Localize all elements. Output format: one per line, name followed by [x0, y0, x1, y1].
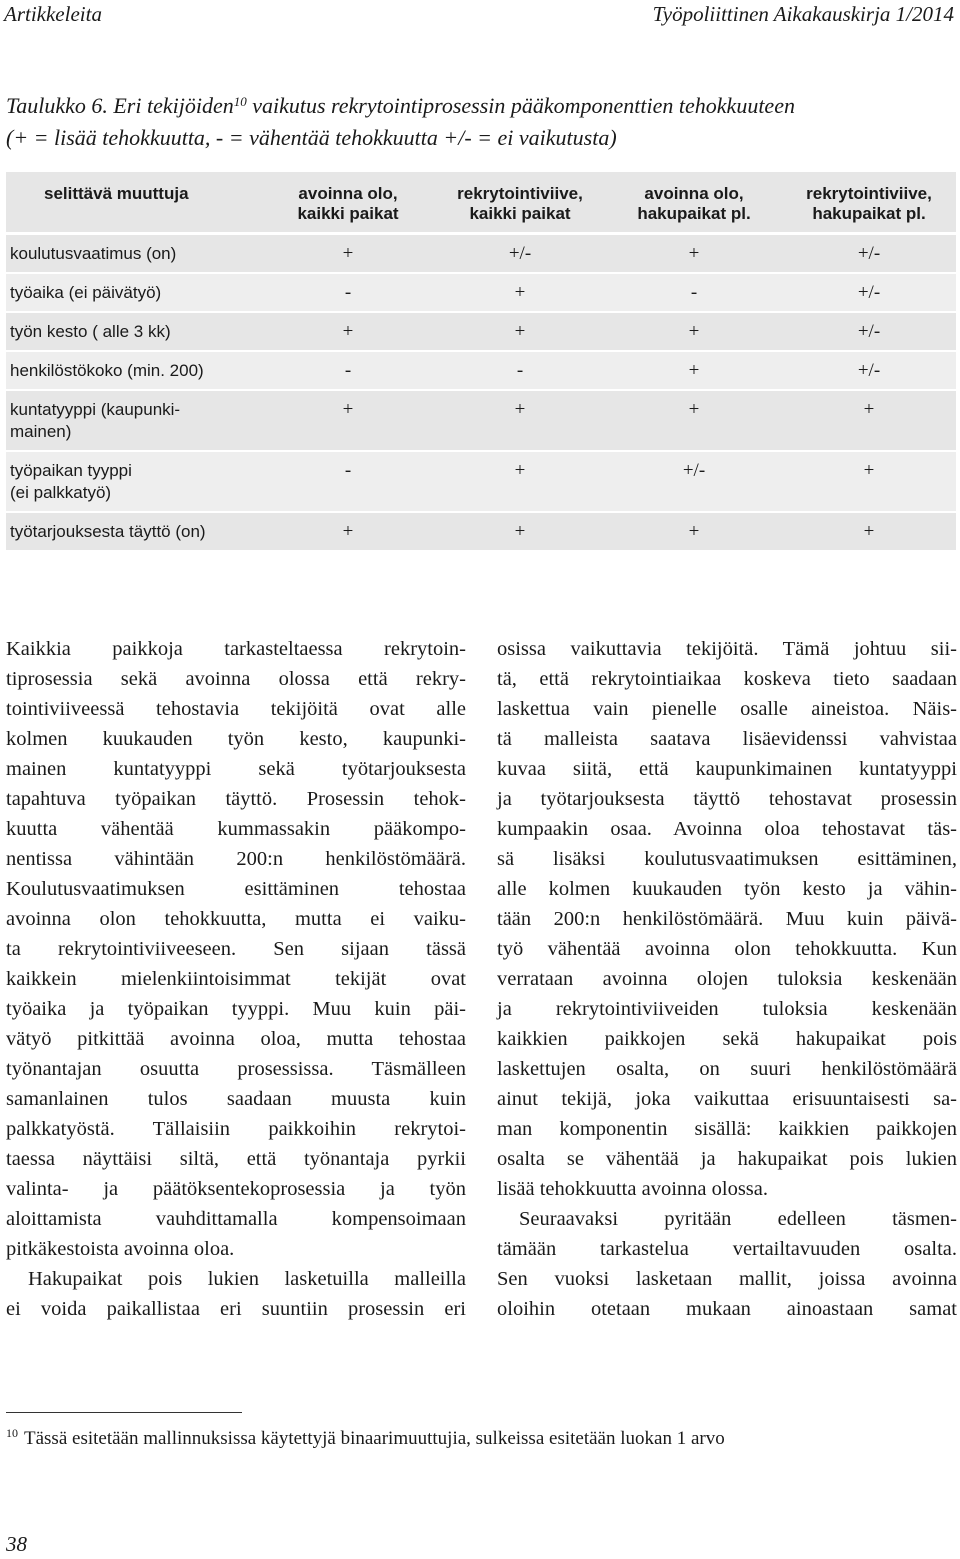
text-line: sä lisäksi koulutusvaatimuksen esittäminen,	[497, 848, 957, 870]
table-cell: +/-	[606, 451, 782, 512]
table-cell: +	[782, 451, 956, 512]
text-line: taessa näyttäisi siltä, että työnantaja pyrkii	[6, 1148, 466, 1170]
text-line: samanlainen tulos saadaan muusta kuin	[6, 1088, 466, 1110]
header-open-excl: avoinna olo, hakupaikat pl.	[606, 172, 782, 234]
table-caption	[6, 90, 956, 154]
table-row	[6, 390, 956, 451]
text-line: ainut tekijä, joka vaikuttaa erisuuntaisesti sa-	[497, 1088, 957, 1110]
text-line: Kaikkia paikkoja tarkasteltaessa rekrytoin-	[6, 638, 466, 660]
text-line: kaikkein mielenkiintoisimmat tekijät ovat	[6, 968, 466, 990]
caption-line-2: (+ = lisää tehokkuutta, - = vähentää tehokkuutta +/- = ei vaikutusta)	[6, 125, 617, 150]
body-column-left	[6, 634, 466, 1324]
text-line: palkkatyöstä. Tällaisiin paikkoihin rekrytoi-	[6, 1118, 466, 1140]
table-cell: +/-	[782, 312, 956, 351]
text-line: Sen vuoksi lasketaan mallit, joissa avoinna	[497, 1268, 957, 1290]
text-line: tiprosessia sekä avoinna olossa että rekry-	[6, 668, 466, 690]
footnote-divider	[6, 1412, 242, 1413]
table-cell: +	[606, 512, 782, 550]
text-line: man komponentin sisällä: kaikkien paikkojen	[497, 1118, 957, 1140]
table-cell: +	[606, 312, 782, 351]
table-cell: +	[262, 234, 434, 274]
table-row	[6, 273, 956, 312]
row-label: henkilöstökoko (min. 200)	[6, 351, 262, 390]
table-row	[6, 312, 956, 351]
header-open-all: avoinna olo, kaikki paikat	[262, 172, 434, 234]
text-line: tä, että rekrytointiaikaa koskeva tieto saadaan	[497, 668, 957, 690]
text-line: tointiviiveessä tehostavia tekijöitä ovat alle	[6, 698, 466, 720]
table-header-row	[6, 172, 956, 234]
text-line: tä malleista saatava lisäevidenssi vahvistaa	[497, 728, 957, 750]
caption-footnote-ref: 10	[233, 94, 247, 109]
table-cell: +	[434, 312, 606, 351]
text-line: mainen kuntatyyppi sekä työtarjouksesta	[6, 758, 466, 780]
text-line: nentissa vähintään 200:n henkilöstömäärä.	[6, 848, 466, 870]
row-label: koulutusvaatimus (on)	[6, 234, 262, 274]
table-cell: -	[606, 273, 782, 312]
text-line: osissa vaikuttavia tekijöitä. Tämä johtuu sii-	[497, 638, 957, 660]
table-cell: +/-	[782, 351, 956, 390]
table-cell: +	[262, 390, 434, 451]
table-row	[6, 512, 956, 550]
text-line: ja työtarjouksesta täyttö tehostavat prosessin	[497, 788, 957, 810]
table-cell: +/-	[782, 273, 956, 312]
text-line: laskettua vain pienelle osalle aineistoa. Näis-	[497, 698, 957, 720]
text-line: lisää tehokkuutta avoinna olossa.	[497, 1178, 768, 1200]
text-line: tään 200:n henkilöstömäärä. Muu kuin päivä-	[497, 908, 957, 930]
table-cell: +	[782, 390, 956, 451]
text-line: laskettujen osalta, on suuri henkilöstömäärä	[497, 1058, 957, 1080]
table-cell: +	[262, 512, 434, 550]
journal-title: Työpoliittinen Aikakauskirja 1/2014	[652, 2, 954, 26]
text-line: Hakupaikat pois lukien lasketuilla malleilla	[28, 1268, 466, 1290]
table-cell: +	[434, 390, 606, 451]
text-line: työ vähentää avoinna olon tehokkuutta. Kun	[497, 938, 957, 960]
table-cell: -	[262, 451, 434, 512]
text-line: kumpaakin osaa. Avoinna oloa tehostavat täs-	[497, 818, 957, 840]
effects-table	[6, 172, 956, 550]
text-line: ta rekrytointiviiveeseen. Sen sijaan tässä	[6, 938, 466, 960]
table-cell: +/-	[434, 234, 606, 274]
table-cell: -	[262, 273, 434, 312]
text-line: verrataan avoinna olojen tuloksia keskenään	[497, 968, 957, 990]
table-cell: +/-	[782, 234, 956, 274]
text-line: alle kolmen kuukauden työn kesto ja vähin-	[497, 878, 957, 900]
row-label: kuntatyyppi (kaupunki- mainen)	[6, 390, 262, 451]
text-line: ja rekrytointiviiveiden tuloksia keskenään	[497, 998, 957, 1020]
table-cell: +	[606, 234, 782, 274]
text-line: valinta- ja päätöksentekoprosessia ja työn	[6, 1178, 466, 1200]
footnote-number: 10	[6, 1426, 18, 1440]
table-cell: +	[434, 451, 606, 512]
table-cell: -	[262, 351, 434, 390]
table-cell: +	[782, 512, 956, 550]
running-header	[0, 2, 960, 30]
table-row	[6, 234, 956, 274]
text-line: kuvaa siitä, että kaupunkimainen kuntatyyppi	[497, 758, 957, 780]
caption-line-1	[6, 90, 956, 122]
section-label: Artikkeleita	[4, 2, 102, 26]
table-row	[6, 451, 956, 512]
text-line: tämään tarkastelua vertailtavuuden osalta.	[497, 1238, 957, 1260]
text-line: Seuraavaksi pyritään edelleen täsmen-	[519, 1208, 957, 1230]
header-delay-excl: rekrytointiviive, hakupaikat pl.	[782, 172, 956, 234]
text-line: ei voida paikallistaa eri suuntiin prosessin eri	[6, 1298, 466, 1320]
row-label: työaika (ei päivätyö)	[6, 273, 262, 312]
caption-rest: vaikutus rekrytointiprosessin pääkomponenttien tehokkuuteen	[246, 93, 795, 118]
text-line: työnantajan osuutta prosessissa. Täsmälleen	[6, 1058, 466, 1080]
row-label: työtarjouksesta täyttö (on)	[6, 512, 262, 550]
text-line: oloihin otetaan mukaan ainoastaan samat	[497, 1298, 957, 1320]
footnote-text: Tässä esitetään mallinnuksissa käytettyjä binaarimuuttujia, sulkeissa esitetään luokan 1 arvo	[24, 1428, 725, 1449]
table-cell: +	[262, 312, 434, 351]
table-cell: +	[606, 390, 782, 451]
caption-lead: Taulukko 6. Eri tekijöiden	[6, 93, 234, 118]
text-line: pitkäkestoista avoinna oloa.	[6, 1238, 235, 1260]
text-line: avoinna olon tehokkuutta, mutta ei vaiku-	[6, 908, 466, 930]
page-number: 38	[6, 1532, 27, 1556]
text-line: aloittamista vauhdittamalla kompensoimaan	[6, 1208, 466, 1230]
row-label: työn kesto ( alle 3 kk)	[6, 312, 262, 351]
text-line: tapahtuva työpaikan täyttö. Prosessin tehok-	[6, 788, 466, 810]
footnote	[6, 1428, 725, 1450]
table-cell: +	[434, 512, 606, 550]
text-line: Koulutusvaatimuksen esittäminen tehostaa	[6, 878, 466, 900]
text-line: kaikkien paikkojen sekä hakupaikat pois	[497, 1028, 957, 1050]
header-delay-all: rekrytointiviive, kaikki paikat	[434, 172, 606, 234]
header-variable: selittävä muuttuja	[6, 172, 262, 234]
text-line: osalta se vähentää ja hakupaikat pois lukien	[497, 1148, 957, 1170]
table-cell: +	[606, 351, 782, 390]
table-row	[6, 351, 956, 390]
row-label: työpaikan tyyppi (ei palkkatyö)	[6, 451, 262, 512]
text-line: vätyö pitkittää avoinna oloa, mutta tehostaa	[6, 1028, 466, 1050]
text-line: kolmen kuukauden työn kesto, kaupunki-	[6, 728, 466, 750]
body-column-right	[497, 634, 957, 1324]
text-line: työaika ja työpaikan tyyppi. Muu kuin päi-	[6, 998, 466, 1020]
text-line: kuutta vähentää kummassakin pääkompo-	[6, 818, 466, 840]
table-cell: -	[434, 351, 606, 390]
table-cell: +	[434, 273, 606, 312]
